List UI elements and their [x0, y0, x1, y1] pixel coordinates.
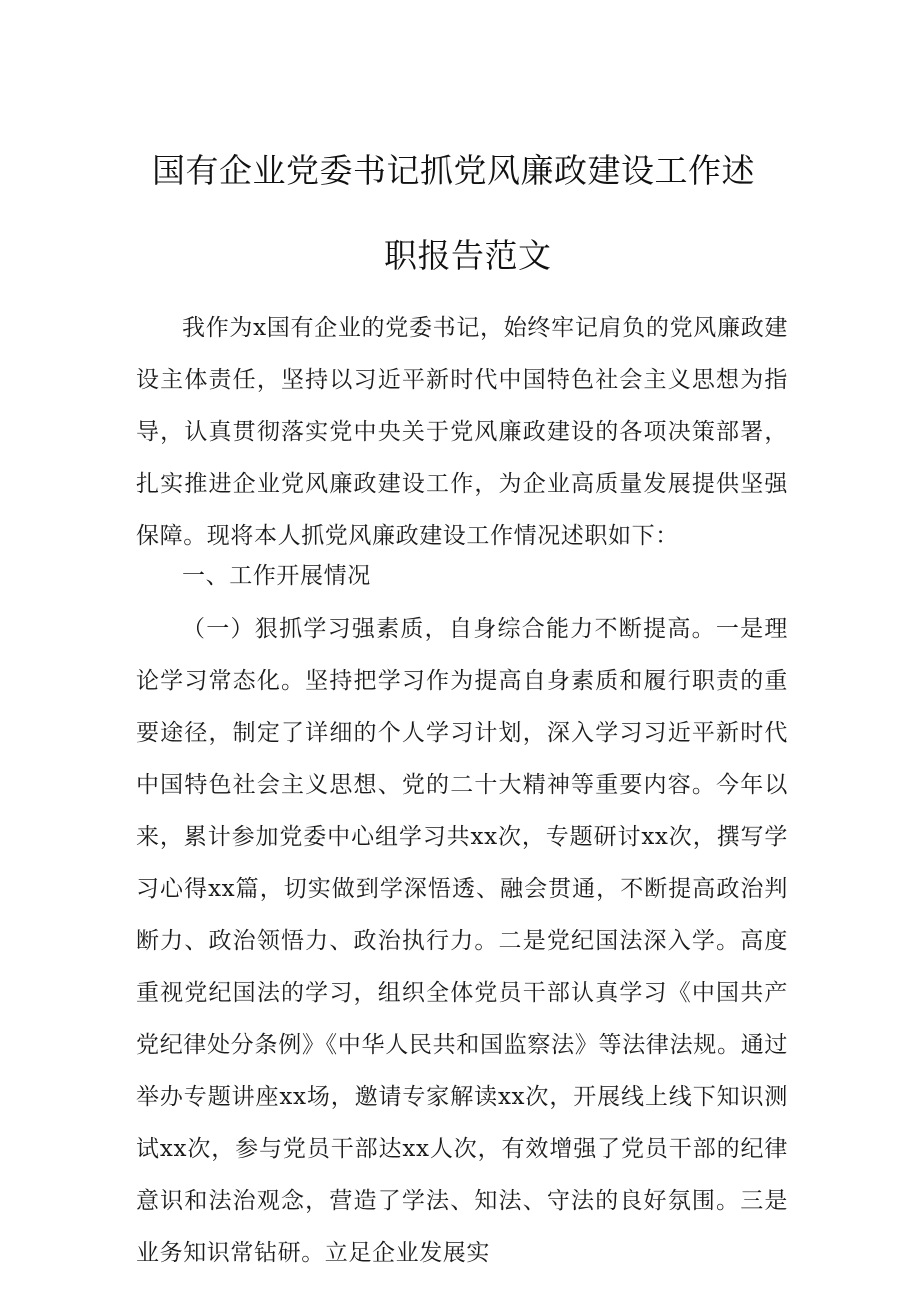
intro-paragraph: 我作为x国有企业的党委书记，始终牢记肩负的党风廉政建设主体责任，坚持以习近平新时代中国特色社会主义思想为指导，认真贯彻落实党中央关于党风廉政建设的各项决策部署，扎实推进企业党风廉政建设工作，为企业高质量发展提供坚强保障。现将本人抓党风廉政建设工作情况述职如下： — [136, 315, 788, 549]
section-heading: 一、工作开展情况 — [182, 563, 371, 589]
document-title-line-2: 职报告范文 — [384, 236, 552, 275]
document-title-line-1: 国有企业党委书记抓党风廉政建设工作述 — [152, 151, 755, 190]
subsection-paragraph: （一）狠抓学习强素质，自身综合能力不断提高。一是理论学习常态化。坚持把学习作为提高自身素质和履行职责的重要途径，制定了详细的个人学习计划，深入学习习近平新时代中国特色社会主义思想、党的二十大精神等重要内容。今年以来，累计参加党委中心组学习共xx次，专题研讨xx次，撰写学习心得xx篇，切实做到学深悟透、融会贯通，不断提高政治判断力、政治领悟力、政治执行力。二是党纪国法深入学。高度重视党纪国法的学习，组织全体党员干部认真学习《中国共产党纪律处分条例》《中华人民共和国监察法》等法律法规。通过举办专题讲座xx场，邀请专家解读xx次，开展线上线下知识测试xx次，参与党员干部达xx人次，有效增强了党员干部的纪律意识和法治观念，营造了学法、知法、守法的良好氛围。三是业务知识常钻研。立足企业发展实 — [136, 616, 788, 1266]
